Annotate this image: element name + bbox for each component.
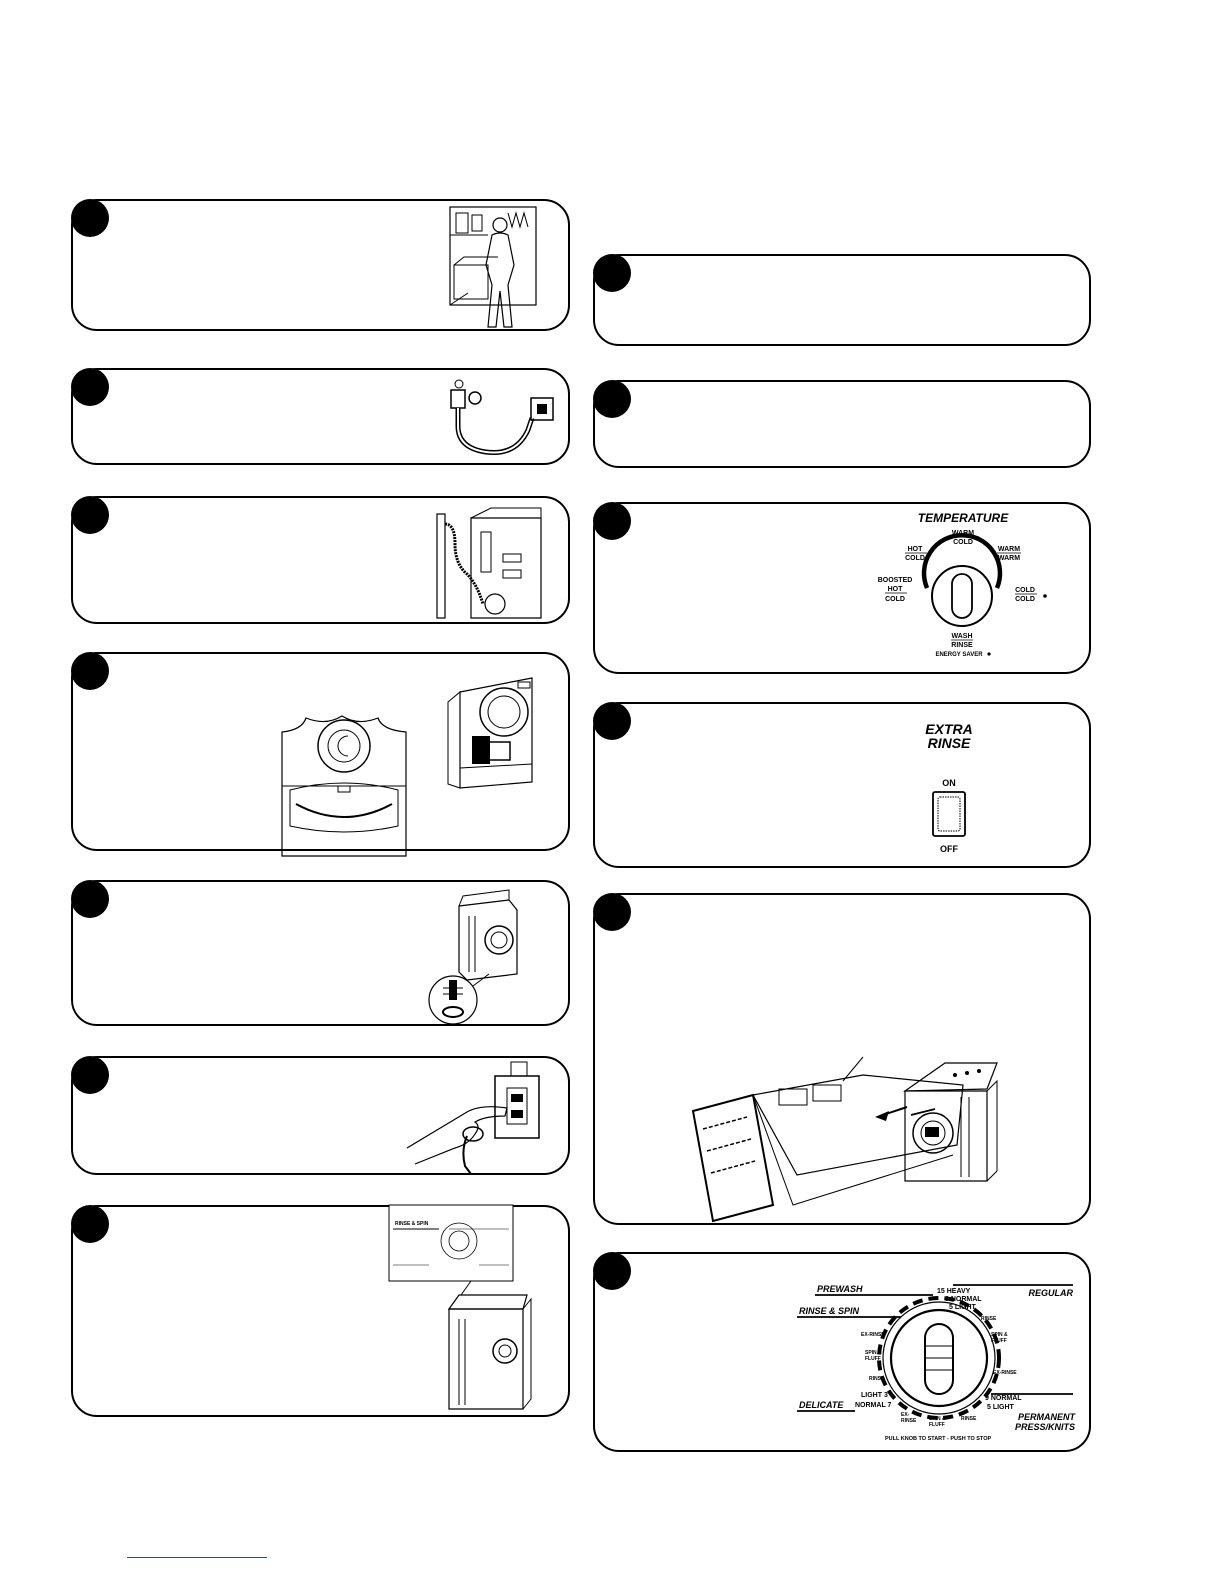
cycle-9-normal: 9 NORMAL (945, 1296, 982, 1303)
cycle-press-knits-label: PRESS/KNITS (1014, 1422, 1075, 1432)
step-bullet (71, 496, 109, 534)
cycle-spin-fluff-left-2: FLUFF (865, 1356, 881, 1362)
step-bullet (593, 702, 631, 740)
cycle-5-light: 5 LIGHT (949, 1304, 976, 1311)
temp-wash-label: WASH (951, 633, 973, 640)
step-bullet (593, 893, 631, 931)
temperature-panel (593, 502, 1091, 674)
temp-warm-warm-top: WARM (997, 546, 1021, 553)
step-panel-7 (71, 1205, 570, 1417)
cycle-permanent-label: PERMANENT (1017, 1412, 1075, 1422)
temp-hot-cold-top: HOT (907, 546, 923, 553)
inset-rinse-spin-label: RINSE & SPIN (395, 1221, 429, 1227)
cycle-selector-panel (593, 1252, 1091, 1452)
cycle-regular-label: REGULAR (1028, 1288, 1073, 1298)
extra-rinse-switch (905, 718, 985, 858)
temp-rinse-label: RINSE (951, 642, 973, 649)
step-panel-9 (593, 380, 1091, 468)
washer-control-inset-illustration (389, 1205, 513, 1285)
temp-boosted-hot: HOT (887, 586, 903, 593)
washer-with-dispenser-illustration (899, 1061, 1003, 1185)
cycle-delicate-label: DELICATE (799, 1400, 844, 1410)
washer-leveling-leg-illustration (423, 888, 543, 1026)
person-at-washer-illustration (448, 205, 538, 329)
step-bullet (593, 1252, 631, 1290)
step-panel-6 (71, 1056, 570, 1175)
cycle-dial (793, 1280, 1083, 1450)
step-bullet (593, 380, 631, 418)
step-bullet (71, 1205, 109, 1243)
washer-back-drain-hose-illustration (431, 504, 561, 622)
cycle-spin-fluff-right-2: FLUFF (991, 1338, 1007, 1344)
cycle-rinse-bottom: RINSE (961, 1416, 977, 1422)
cycle-9-normal-b: 9 NORMAL (985, 1395, 1022, 1402)
temp-hot-cold-bottom: COLD (905, 555, 925, 562)
temp-cold-cold-top: COLD (1015, 587, 1035, 594)
washer-front-panel-illustration (438, 672, 548, 790)
step-bullet (71, 880, 109, 918)
step-panel-3 (71, 496, 570, 624)
temperature-title: TEMPERATURE (917, 511, 1009, 525)
cycle-spin-fluff-right-1: SPIN & (991, 1332, 1008, 1338)
extra-rinse-title-1: EXTRA (925, 721, 973, 737)
cycle-spin-fluff-left-1: SPIN & (865, 1350, 882, 1356)
step-bullet (71, 652, 109, 690)
temp-warm-cold-top: WARM (951, 530, 975, 537)
temp-cold-cold-bottom: COLD (1015, 596, 1035, 603)
temp-warm-cold-bottom: COLD (953, 539, 973, 546)
cycle-ex-rinse-bottom-1: EX- (901, 1412, 910, 1418)
cycle-rinse-left: RINSE (869, 1376, 885, 1382)
extra-rinse-title-2: RINSE (927, 735, 971, 751)
temp-boosted: BOOSTED (877, 577, 913, 584)
hand-plugging-outlet-illustration (403, 1062, 553, 1176)
cycle-rinse-spin-label: RINSE & SPIN (799, 1306, 860, 1316)
cycle-ex-rinse-bottom-2: RINSE (901, 1418, 917, 1424)
step-bullet (593, 502, 631, 540)
step-panel-8 (593, 254, 1091, 346)
cycle-rinse-top: RINSE (981, 1316, 997, 1322)
footer-link-underline[interactable] (127, 1557, 267, 1558)
step-panel-4 (71, 652, 570, 851)
step-bullet (71, 199, 109, 237)
temp-warm-warm-bottom: WARM (997, 555, 1021, 562)
cycle-spin-fluff-bottom-2: FLUFF (929, 1422, 945, 1428)
step-bullet (71, 368, 109, 406)
cycle-spin-fluff-bottom-1: SPIN & (929, 1416, 946, 1422)
temperature-dial (855, 504, 1075, 674)
cycle-prewash-label: PREWASH (817, 1284, 863, 1294)
step-panel-2 (71, 368, 570, 465)
extra-rinse-on-label: ON (942, 778, 956, 788)
cycle-normal-7: NORMAL 7 (855, 1402, 892, 1409)
cycle-ex-rinse-left: EX-RINSE (861, 1332, 885, 1338)
step-bullet (71, 1056, 109, 1094)
cycle-footer-instruction: PULL KNOB TO START - PUSH TO STOP (885, 1436, 992, 1442)
step-bullet (593, 254, 631, 292)
washer-front-view-illustration (441, 1289, 539, 1417)
cycle-light-3: LIGHT 3 (861, 1392, 888, 1399)
washer-tub-cutaway-illustration (278, 712, 410, 850)
temp-energy-saver: ENERGY SAVER (935, 652, 983, 658)
step-panel-5 (71, 880, 570, 1026)
cycle-15-heavy: 15 HEAVY (937, 1288, 971, 1295)
cycle-ex-rinse-right: EX-RINSE (993, 1370, 1017, 1376)
cycle-5-light-b: 5 LIGHT (987, 1404, 1014, 1411)
extra-rinse-off-label: OFF (940, 844, 958, 854)
temp-boosted-cold: COLD (885, 596, 905, 603)
extra-rinse-panel (593, 702, 1091, 868)
water-hose-faucet-illustration (443, 376, 558, 458)
detergent-dispenser-panel (593, 893, 1091, 1225)
step-panel-1 (71, 199, 570, 331)
